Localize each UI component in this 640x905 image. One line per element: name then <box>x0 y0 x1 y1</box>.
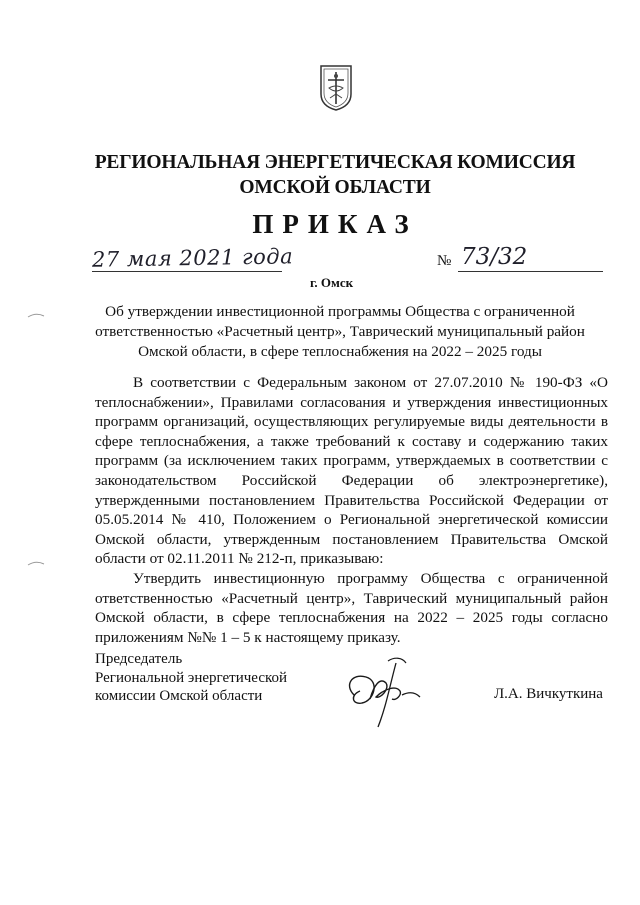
signer-position <box>95 650 335 706</box>
body-paragraph-order: Утвердить инвестиционную программу Общества с ограниченной ответственностью «Расчетный центр», Таврический муниципальный район Омской области, в сфере теплоснабжения на 2022 – 2025 годы согласно приложениям №№ 1 – 5 к настоящему приказу. <box>95 569 608 646</box>
document-subject <box>95 302 585 362</box>
signer-name: Л.А. Вичкуткина <box>494 686 603 702</box>
subject-line2: ответственностью «Расчетный центр», Таврический муниципальный район <box>95 323 585 340</box>
number-underline <box>458 271 603 272</box>
coat-of-arms-icon <box>318 64 354 112</box>
document-type-title: ПРИКАЗ <box>252 209 418 239</box>
punch-hole-mark <box>26 312 46 318</box>
handwritten-date: 27 мая 2021 года <box>91 244 294 272</box>
body-paragraph-legal-basis: В соответствии с Федеральным законом от 27.07.2010 № 190-ФЗ «О теплоснабжении», Правилами согласования и утверждения инвестиционных программ организаций, осуществляющих регулируемые виды деятельности в сфере теплоснабжения, а также требований к составу и содержанию таких программ (за исключением таких программ, утверждаемых в соответствии с законодательством Российской Федерации об электроэнергетике), утвержденными постановлением Правительства Российской Федерации от 05.05.2014 № 410, Положением о Региональной энергетической комиссии Омской области, утвержденным постановлением Правительства Омской области от 02.11.2011 № 212-п, приказываю: <box>95 374 608 568</box>
subject-line3: Омской области, в сфере теплоснабжения на 2022 – 2025 годы <box>138 343 542 360</box>
signer-position-line1: Председатель <box>95 651 183 667</box>
document-body <box>95 373 608 647</box>
subject-line1: Об утверждении инвестиционной программы Общества с ограниченной <box>105 303 575 320</box>
date-underline <box>92 271 282 272</box>
signer-position-line3: комиссии Омской области <box>95 688 263 704</box>
organization-title-line1: РЕГИОНАЛЬНАЯ ЭНЕРГЕТИЧЕСКАЯ КОМИССИЯ <box>94 152 576 173</box>
city-label: г. Омск <box>310 275 354 290</box>
signer-position-line2: Региональной энергетической <box>95 669 288 686</box>
handwritten-signature-icon <box>340 655 430 735</box>
number-label: № <box>437 253 452 269</box>
organization-title-line2: ОМСКОЙ ОБЛАСТИ <box>239 177 431 198</box>
punch-hole-mark <box>26 560 46 566</box>
handwritten-number: 73/32 <box>461 244 528 270</box>
organization-title <box>60 150 610 200</box>
